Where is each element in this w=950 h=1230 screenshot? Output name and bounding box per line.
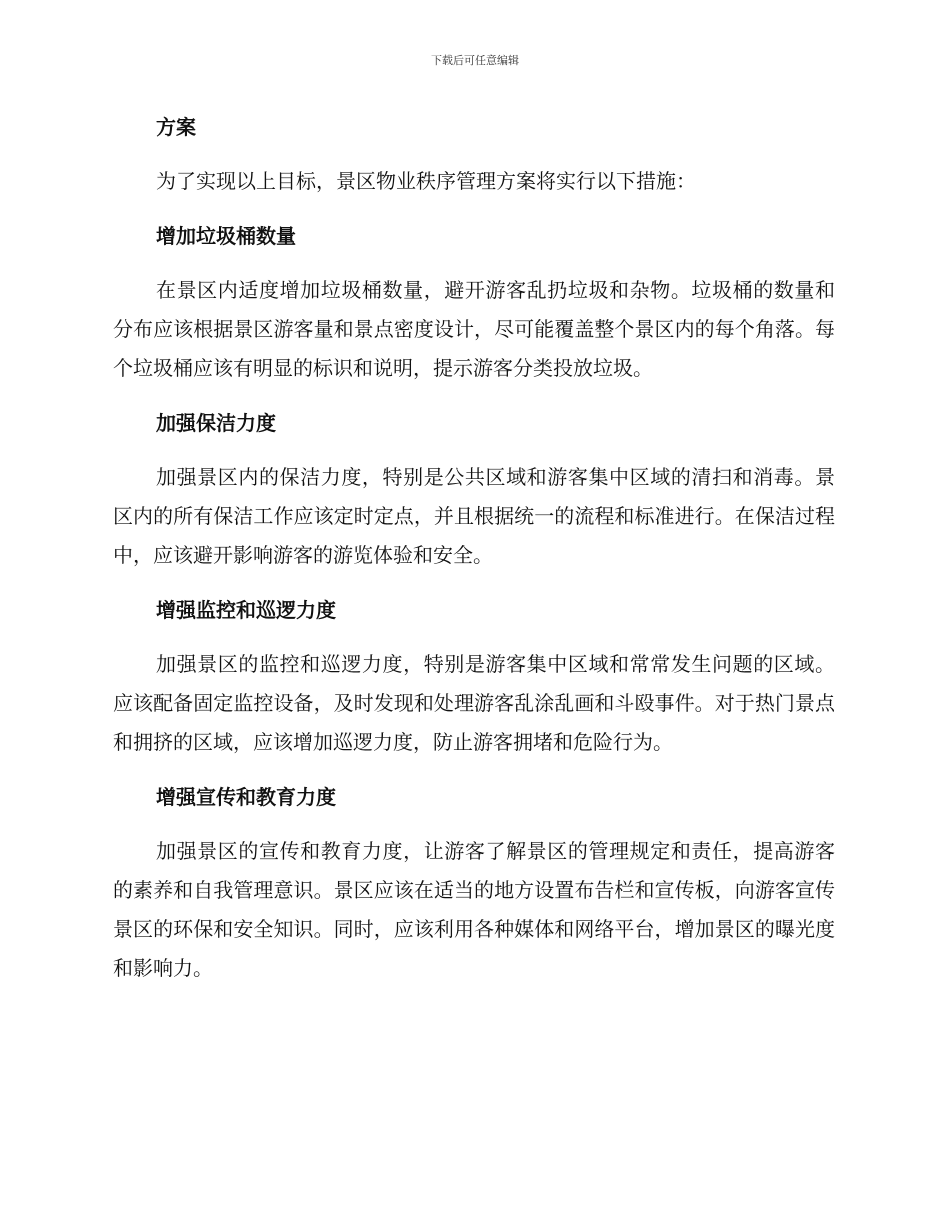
document-body [113,108,835,1004]
intro-paragraph: 为了实现以上目标，景区物业秩序管理方案将实行以下措施： [156,169,696,193]
section-heading-cleaning: 加强保洁力度 [156,411,276,435]
section-body-publicity: 加强景区的宣传和教育力度，让游客了解景区的管理规定和责任，提高游客的素养和自我管理意识。景区应该在适当的地方设置布告栏和宣传板，向游客宣传景区的环保和安全知识。同时，应该利用各种媒体和网络平台，增加景区的曝光度和影响力。 [113,839,835,980]
document-title: 方案 [156,115,196,139]
section-heading-publicity: 增强宣传和教育力度 [156,785,336,809]
section-heading-trash-bins: 增加垃圾桶数量 [156,224,296,248]
section-heading-monitoring: 增强监控和巡逻力度 [156,598,336,622]
section-body-monitoring: 加强景区的监控和巡逻力度，特别是游客集中区域和常常发生问题的区域。应该配备固定监控设备，及时发现和处理游客乱涂乱画和斗殴事件。对于热门景点和拥挤的区域，应该增加巡逻力度，防止游客拥堵和危险行为。 [113,652,835,754]
page-header: 下载后可任意编辑 [431,54,519,67]
section-body-trash-bins: 在景区内适度增加垃圾桶数量，避开游客乱扔垃圾和杂物。垃圾桶的数量和分布应该根据景区游客量和景点密度设计，尽可能覆盖整个景区内的每个角落。每个垃圾桶应该有明显的标识和说明，提示游客分类投放垃圾。 [113,278,835,380]
section-body-cleaning: 加强景区内的保洁力度，特别是公共区域和游客集中区域的清扫和消毒。景区内的所有保洁工作应该定时定点，并且根据统一的流程和标准进行。在保洁过程中，应该避开影响游客的游览体验和安全。 [113,465,835,567]
